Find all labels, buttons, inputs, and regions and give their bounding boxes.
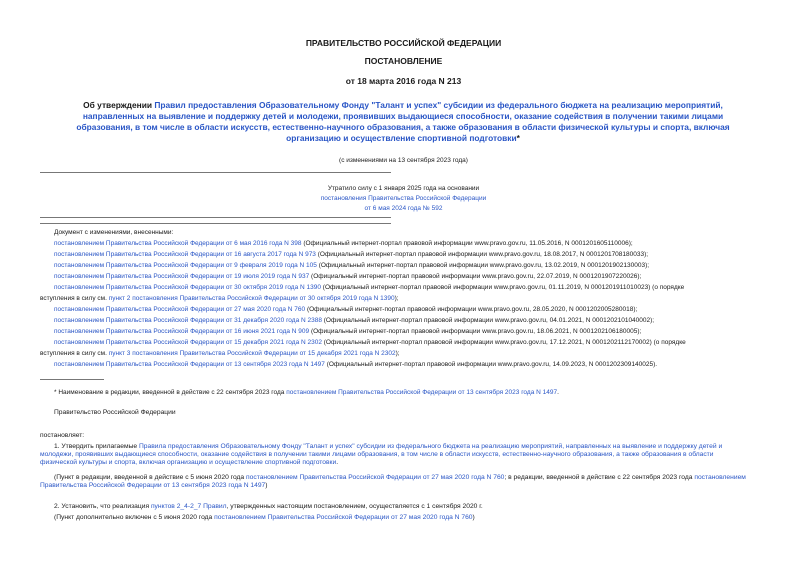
amendment-link[interactable]: пункт 3 постановления Правительства Российской Федерации от 15 декабря 2021 года N 2302	[108, 350, 396, 357]
amendment-link[interactable]: постановлением Правительства Российской Федерации от 31 декабря 2020 года N 2388	[54, 317, 322, 324]
amendments-intro: Документ с изменениями, внесенными:	[54, 229, 174, 236]
government-heading: ПРАВИТЕЛЬСТВО РОССИЙСКОЙ ФЕДЕРАЦИИ	[305, 38, 502, 48]
rules-link[interactable]: Правила предоставления Образовательному Фонду "Талант и успех" субсидии из федерального бюджета на реализацию мероприятий, направленных на выявление и поддержку детей и молодежи, проявивших выдающиеся способности, оказание содействия в получении такими лицами образования, в том числе в области искусств, естественно-научного образования, а также образования в области физической культуры и спорта, включая организацию и осуществление спортивной подготовки	[40, 443, 723, 466]
amendment-item: постановлением Правительства Российской Федерации от 16 июня 2021 года N 909 (Официальный интернет-портал правовой информации www.pravo.gov.ru, 18.06.2021, N 0001202106180005);	[54, 328, 642, 335]
paragraph-1-note: (Пункт в редакции, введенной в действие с 5 июня 2020 года постановлением Правительства Российской Федерации от 27 мая 2020 года N 760; в редакции, введенной в действие с 22 сентября 2023 года постановлением Правительства Российской Федерации от 13 сентября 2023 года N 1497)	[40, 474, 746, 489]
divider	[40, 172, 391, 173]
expired-line-1: Утратило силу с 1 января 2025 года на основании	[327, 185, 480, 192]
amendment-item: постановлением Правительства Российской Федерации от 15 декабря 2021 года N 2302 (Официальный интернет-портал правовой информации www.pravo.gov.ru, 17.12.2021, N 0001202112170002) (о порядке	[54, 339, 686, 346]
document-date-number: от 18 марта 2016 года N 213	[345, 76, 462, 86]
amendment-link[interactable]: постановлением Правительства Российской Федерации от 16 июня 2021 года N 909	[54, 328, 310, 335]
amendment-link[interactable]: постановлением Правительства Российской Федерации от 27 мая 2020 года N 760	[214, 514, 473, 521]
document-title	[58, 100, 748, 144]
amendment-item-continuation: вступления в силу см. пункт 2 постановления Правительства Российской Федерации от 30 октября 2019 года N 1390);	[40, 295, 399, 302]
amendment-item: постановлением Правительства Российской Федерации от 16 августа 2017 года N 973 (Официальный интернет-портал правовой информации www.pravo.gov.ru, 18.08.2017, N 0001201708180033);	[54, 251, 649, 258]
amendment-link[interactable]: постановлением Правительства Российской Федерации от 27 мая 2020 года N 760	[54, 306, 306, 313]
amendment-link[interactable]: постановлением Правительства Российской Федерации от 13 сентября 2023 года N 1497	[54, 361, 325, 368]
amendment-item: постановлением Правительства Российской Федерации от 19 июля 2019 года N 937 (Официальный интернет-портал правовой информации www.pravo.gov.ru, 22.07.2019, N 0001201907220026);	[54, 273, 642, 280]
amendment-link[interactable]: постановлением Правительства Российской Федерации от 16 августа 2017 года N 973	[54, 251, 316, 258]
government-line: Правительство Российской Федерации	[54, 409, 176, 416]
paragraph-2-note: (Пункт дополнительно включен с 5 июня 2020 года постановлением Правительства Российской Федерации от 27 мая 2020 года N 760)	[54, 514, 475, 521]
amendment-item: постановлением Правительства Российской Федерации от 31 декабря 2020 года N 2388 (Официальный интернет-портал правовой информации www.pravo.gov.ru, 04.01.2021, N 0001202101040002);	[54, 317, 655, 324]
changes-note: (с изменениями на 13 сентября 2023 года)	[339, 157, 468, 164]
amendment-link[interactable]: постановлением Правительства Российской Федерации от 27 мая 2020 года N 760	[246, 474, 505, 481]
divider	[40, 217, 391, 218]
amendment-link[interactable]: пункт 2 постановления Правительства Российской Федерации от 30 октября 2019 года N 1390	[108, 295, 395, 302]
expired-decree-link[interactable]: постановления Правительства Российской Федерации	[320, 195, 487, 202]
amendment-item-continuation: вступления в силу см. пункт 3 постановления Правительства Российской Федерации от 15 декабря 2021 года N 2302);	[40, 350, 400, 357]
footnote-link[interactable]: постановлением Правительства Российской Федерации от 13 сентября 2023 года N 1497	[286, 389, 558, 396]
amendment-link[interactable]: постановлением Правительства Российской Федерации от 30 октября 2019 года N 1390	[54, 284, 321, 291]
footnote-divider	[40, 379, 104, 380]
amendment-link[interactable]: постановлением Правительства Российской Федерации от 15 декабря 2021 года N 2302	[54, 339, 322, 346]
amendment-link[interactable]: постановлением Правительства Российской Федерации от 6 мая 2016 года N 398	[54, 240, 302, 247]
amendment-item: постановлением Правительства Российской Федерации от 6 мая 2016 года N 398 (Официальный интернет-портал правовой информации www.pravo.gov.ru, 11.05.2016, N 0001201605110006);	[54, 240, 633, 247]
paragraph-2: 2. Установить, что реализация пунктов 2_4-2_7 Правил, утвержденных настоящим постановлением, осуществляется с 1 сентября 2020 г.	[54, 503, 483, 510]
title-footnote: * Наименование в редакции, введенной в действие с 22 сентября 2023 года постановлением Правительства Российской Федерации от 13 сентября 2023 года N 1497.	[54, 389, 559, 396]
divider	[40, 223, 391, 224]
title-prefix: Об утверждении	[83, 100, 155, 110]
amendment-item: постановлением Правительства Российской Федерации от 27 мая 2020 года N 760 (Официальный интернет-портал правовой информации www.pravo.gov.ru, 28.05.2020, N 0001202005280018);	[54, 306, 638, 313]
amendment-item: постановлением Правительства Российской Федерации от 13 сентября 2023 года N 1497 (Официальный интернет-портал правовой информации www.pravo.gov.ru, 14.09.2023, N 0001202309140025).	[54, 361, 658, 368]
title-rules-link[interactable]: Правил предоставления Образовательному Фонду "Талант и успех" субсидии из федерального бюджета на реализацию мероприятий, направленных на выявление и поддержку детей и молодежи, проявивших выдающиеся способности, оказание содействия в получении такими лицами образования, в том числе в области искусств, естественно-научного образования, а также образования в области физической культуры и спорта, включая организацию и осуществление спортивной подготовки	[76, 100, 730, 143]
document-type-heading: ПОСТАНОВЛЕНИЕ	[364, 56, 443, 66]
amendment-item: постановлением Правительства Российской Федерации от 30 октября 2019 года N 1390 (Официальный интернет-портал правовой информации www.pravo.gov.ru, 01.11.2019, N 0001201911010023) (о порядке	[54, 284, 685, 291]
amendment-item: постановлением Правительства Российской Федерации от 9 февраля 2019 года N 105 (Официальный интернет-портал правовой информации www.pravo.gov.ru, 13.02.2019, N 0001201902130003);	[54, 262, 650, 269]
amendment-link[interactable]: постановлением Правительства Российской Федерации от 19 июля 2019 года N 937	[54, 273, 310, 280]
expired-decree-date-link[interactable]: от 6 мая 2024 года № 592	[364, 205, 443, 212]
rules-link[interactable]: Правил	[203, 503, 227, 510]
amendment-link[interactable]: постановлением Правительства Российской Федерации от 13 сентября 2023 года N 1497	[40, 474, 746, 489]
rules-points-link[interactable]: пунктов 2_4-2_7	[150, 503, 202, 510]
decrees-line: постановляет:	[40, 432, 85, 439]
amendment-link[interactable]: постановлением Правительства Российской Федерации от 9 февраля 2019 года N 105	[54, 262, 317, 269]
title-footnote-mark: *	[516, 133, 520, 143]
paragraph-1: 1. Утвердить прилагаемые Правила предоставления Образовательному Фонду "Талант и успех" субсидии из федерального бюджета на реализацию мероприятий, направленных на выявление и поддержку детей и молодежи, проявивших выдающиеся способности, оказание содействия в получении такими лицами образования, в том числе в области искусств, естественно-научного образования, а также образования в области физической культуры и спорта, включая организацию и осуществление спортивной подготовки.	[40, 443, 723, 466]
